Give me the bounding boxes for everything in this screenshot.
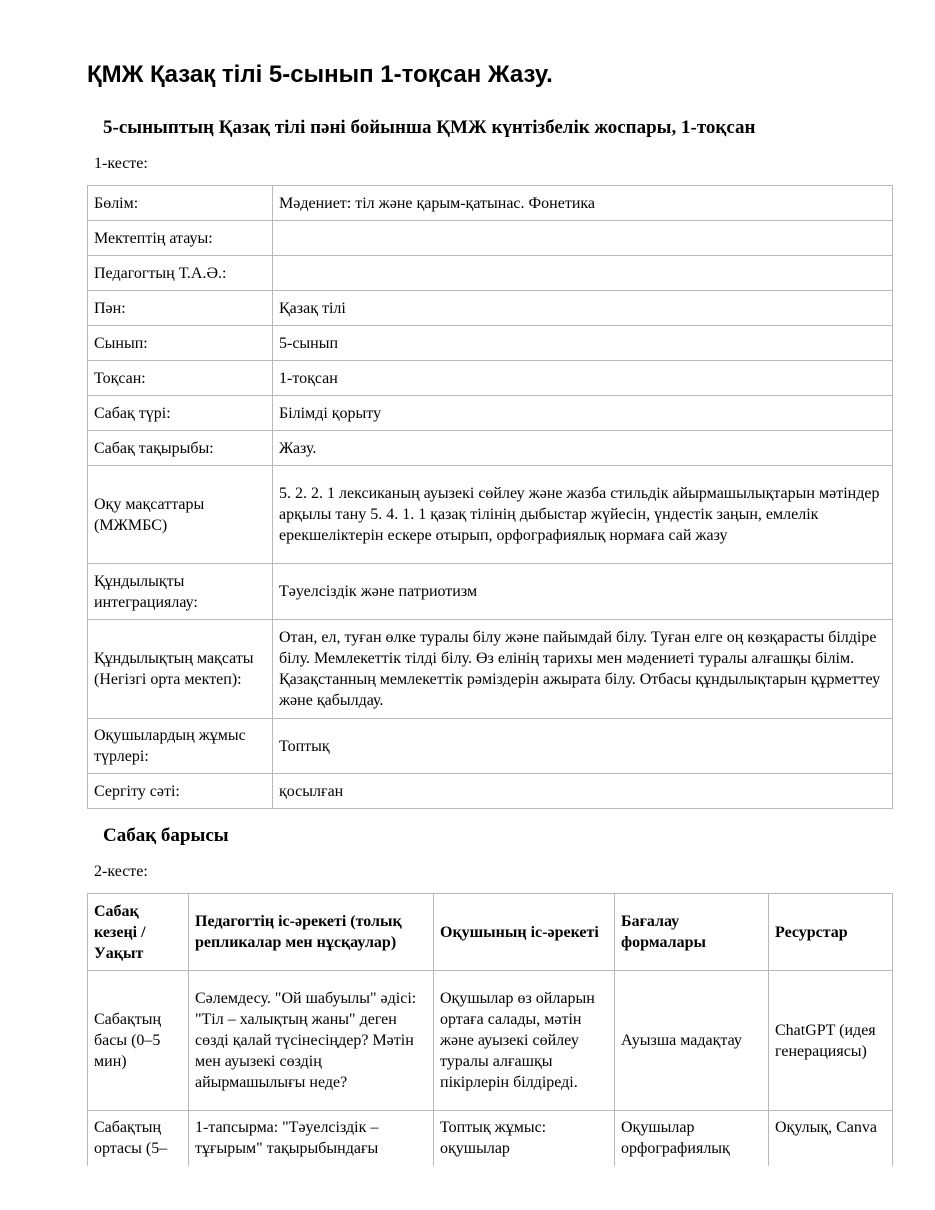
table-row: [88, 256, 893, 291]
table-row: [88, 221, 893, 256]
row-value: Мәдениет: тіл және қарым-қатынас. Фонетика: [273, 186, 893, 221]
column-header-teacher: Педагогтің іс-әрекеті (толық репликалар мен нұсқаулар): [189, 894, 434, 971]
plan-heading: 5-сыныптың Қазақ тілі пәні бойынша ҚМЖ күнтізбелік жоспары, 1-тоқсан: [103, 117, 756, 138]
row-label: Құндылықты интеграциялау:: [88, 564, 273, 620]
page-bottom-margin: [0, 1166, 935, 1210]
row-label: Сергіту сәті:: [88, 774, 273, 809]
table1-caption: 1-кесте:: [94, 155, 148, 172]
row-label: Педагогтың Т.А.Ә.:: [88, 256, 273, 291]
row-value: Топтық: [273, 719, 893, 774]
row-value: Отан, ел, туған өлке туралы білу және пайымдай білу. Туған елге оң көзқарасты білдіре білу. Мемлекеттік тілді білу. Өз елінің тарихы мен мәдениеті туралы алғашқы білім. Қазақстанның мемлекеттік рәміздерін ажырата білу. Отбасы құндылықтарын құрметтеу және қабылдау.: [273, 620, 893, 719]
column-header-resources: Ресурстар: [769, 894, 893, 971]
table-row: [88, 620, 893, 719]
lesson-heading: Сабақ барысы: [103, 825, 229, 846]
row-value: [273, 256, 893, 291]
student-cell: Оқушылар өз ойларын ортаға салады, мәтін және ауызекі сөйлеу туралы алғашқы пікірлерін білдіреді.: [434, 971, 615, 1111]
table-row: [88, 396, 893, 431]
teacher-cell: Сәлемдесу. "Ой шабуылы" әдісі: "Тіл – халықтың жаны" деген сөзді қалай түсінесіңдер? Мәтін мен ауызекі сөздің айырмашылығы неде?: [189, 971, 434, 1111]
table-header-row: [88, 894, 893, 971]
teacher-cell: 1-тапсырма: "Тәуелсіздік – тұғырым" тақырыбындағы: [189, 1111, 434, 1201]
student-cell: Топтық жұмыс: оқушылар: [434, 1111, 615, 1201]
plan-info-table: [87, 185, 893, 809]
assessment-cell: Оқушылар орфографиялық: [615, 1111, 769, 1201]
row-label: Оқу мақсаттары (МЖМБС): [88, 466, 273, 564]
stage-cell: Сабақтың басы (0–5 мин): [88, 971, 189, 1111]
row-label: Пән:: [88, 291, 273, 326]
row-value: қосылған: [273, 774, 893, 809]
row-label: Сабақ тақырыбы:: [88, 431, 273, 466]
row-value: Тәуелсіздік және патриотизм: [273, 564, 893, 620]
row-value: Жазу.: [273, 431, 893, 466]
stage-cell: Сабақтың ортасы (5–: [88, 1111, 189, 1201]
table-row: [88, 326, 893, 361]
table-row: [88, 466, 893, 564]
row-label: Оқушылардың жұмыс түрлері:: [88, 719, 273, 774]
table-row: [88, 719, 893, 774]
column-header-assessment: Бағалау формалары: [615, 894, 769, 971]
row-label: Құндылықтың мақсаты (Негізгі орта мектеп):: [88, 620, 273, 719]
row-value: Білімді қорыту: [273, 396, 893, 431]
resources-cell: ChatGPT (идея генерациясы): [769, 971, 893, 1111]
table-row: [88, 971, 893, 1111]
row-label: Мектептің атауы:: [88, 221, 273, 256]
row-value: 5. 2. 2. 1 лексиканың ауызекі сөйлеу және жазба стильдік айырмашылықтарын мәтіндер арқылы тану 5. 4. 1. 1 қазақ тілінің дыбыстар жүйесін, үндестік заңын, емлелік ерекшеліктерін ескере отырып, орфографиялық нормаға сай жазу: [273, 466, 893, 564]
row-value: [273, 221, 893, 256]
table-row: [88, 361, 893, 396]
row-value: 5-сынып: [273, 326, 893, 361]
column-header-student: Оқушының іс-әрекеті: [434, 894, 615, 971]
resources-cell: Оқулық, Canva: [769, 1111, 893, 1201]
document-title: ҚМЖ Қазақ тілі 5-сынып 1-тоқсан Жазу.: [87, 61, 553, 88]
column-header-stage: Сабақ кезеңі / Уақыт: [88, 894, 189, 971]
table-row: [88, 564, 893, 620]
lesson-flow-table: [87, 893, 893, 1201]
table-row: [88, 291, 893, 326]
row-label: Сабақ түрі:: [88, 396, 273, 431]
row-label: Сынып:: [88, 326, 273, 361]
assessment-cell: Ауызша мадақтау: [615, 971, 769, 1111]
row-label: Бөлім:: [88, 186, 273, 221]
table-row: [88, 774, 893, 809]
row-value: 1-тоқсан: [273, 361, 893, 396]
table-row: [88, 186, 893, 221]
row-value: Қазақ тілі: [273, 291, 893, 326]
table2-caption: 2-кесте:: [94, 863, 148, 880]
table-row: [88, 431, 893, 466]
row-label: Тоқсан:: [88, 361, 273, 396]
